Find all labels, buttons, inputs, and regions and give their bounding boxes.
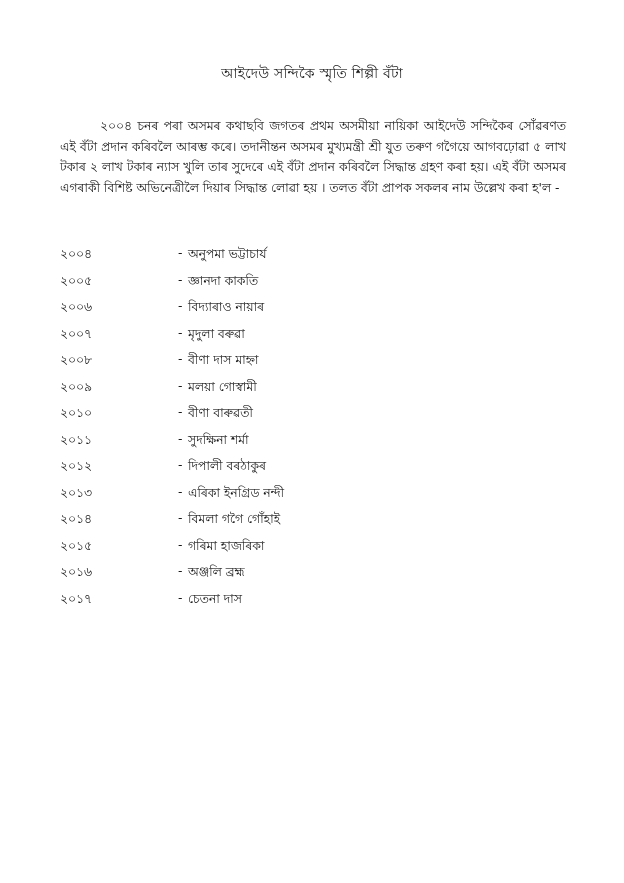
separator-dash: -: [178, 378, 183, 393]
award-year: ২০০৯: [60, 379, 92, 394]
recipient-name: বিমলা গগৈ গোঁহাই: [188, 512, 281, 526]
separator-dash: -: [178, 511, 183, 525]
recipient-name: অঞ্জলি ব্ৰহ্ম: [188, 565, 245, 579]
recipient-name: বিদ্যাৰাও নায়াৰ: [188, 300, 265, 314]
list-item: [60, 273, 560, 300]
recipient-name: গৰিমা হাজৰিকা: [188, 538, 265, 553]
list-item: [60, 564, 560, 591]
recipient-name: বীণা বাৰুৱতী: [188, 406, 253, 420]
recipient-name: দিপালী বৰঠাকুৰ: [188, 459, 266, 473]
recipient-name: চেতনা দাস: [188, 591, 242, 606]
list-item: [60, 326, 560, 353]
list-item: [60, 379, 560, 406]
award-year: ২০১৩: [60, 485, 92, 500]
award-year: ২০০৪: [60, 247, 92, 261]
recipient-name: মলয়া গোস্বামী: [188, 379, 257, 394]
separator-dash: -: [178, 352, 183, 366]
intro-paragraph: ২০০৪ চনৰ পৰা অসমৰ কথাছবি জগতৰ প্ৰথম অসমীয়া নায়িকা আইদেউ সন্দিকৈৰ সোঁৱৰণত এই বঁটা প্ৰদান কৰিবলৈ আৰম্ভ কৰে। তদানীন্তন অসমৰ মুখ্যমন্ত্ৰী শ্ৰী যুত তৰুণ গগৈয়ে আগবঢ়োৱা ৫ লাখ টকাৰ ২ লাখ টকাৰ ন্যাস খুলি তাৰ সুদেৰে এই বঁটা প্ৰদান কৰিবলৈ সিদ্ধান্ত গ্ৰহণ কৰা হয়। এই বঁটা অসমৰ এগৰাকী বিশিষ্ট অভিনেত্ৰীলৈ দিয়াৰ সিদ্ধান্ত লোৱা হয় । তলত বঁটা প্ৰাপক সকলৰ নাম উল্লেখ কৰা হ'ল -: [60, 119, 566, 195]
separator-dash: -: [178, 431, 183, 446]
recipient-name: সুদক্ষিনা শৰ্মা: [188, 432, 249, 447]
award-year: ২০১৭: [60, 591, 92, 606]
award-year: ২০০৭: [60, 326, 92, 341]
recipient-name: মৃদুলা বৰুৱা: [188, 326, 245, 341]
list-item: [60, 432, 560, 459]
award-year: ২০১০: [60, 406, 92, 420]
list-item: [60, 538, 560, 565]
separator-dash: -: [178, 537, 183, 552]
award-year: ২০১৪: [60, 512, 92, 526]
separator-dash: -: [178, 458, 183, 472]
list-item: [60, 485, 560, 512]
recipient-name: এৰিকা ইনগ্ৰিড নন্দী: [188, 485, 285, 500]
separator-dash: -: [178, 564, 183, 578]
separator-dash: -: [178, 299, 183, 313]
list-item: [60, 405, 560, 432]
separator-dash: -: [178, 246, 183, 260]
award-year: ২০০৮: [60, 353, 92, 367]
award-year: ২০১৫: [60, 538, 92, 553]
list-item: [60, 246, 560, 273]
separator-dash: -: [178, 484, 183, 499]
list-item: [60, 352, 560, 379]
award-year: ২০১৬: [60, 565, 92, 579]
list-item: [60, 591, 560, 618]
recipient-name: অনুপমা ভট্টাচাৰ্য: [188, 247, 267, 261]
recipient-name: বীণা দাস মাহ্না: [188, 353, 259, 367]
recipient-name: জ্ঞানদা কাকতি: [188, 273, 259, 288]
separator-dash: -: [178, 272, 183, 287]
list-item: [60, 458, 560, 485]
separator-dash: -: [178, 325, 183, 340]
document-title: আইদেউ সন্দিকৈ স্মৃতি শিল্পী বঁটা: [221, 66, 403, 82]
award-year: ২০০৬: [60, 300, 92, 314]
award-year: ২০১২: [60, 459, 92, 473]
award-year: ২০১১: [60, 432, 92, 447]
award-year: ২০০৫: [60, 273, 92, 288]
list-item: [60, 299, 560, 326]
separator-dash: -: [178, 405, 183, 419]
separator-dash: -: [178, 590, 183, 605]
list-item: [60, 511, 560, 538]
recipient-list: [60, 246, 560, 617]
